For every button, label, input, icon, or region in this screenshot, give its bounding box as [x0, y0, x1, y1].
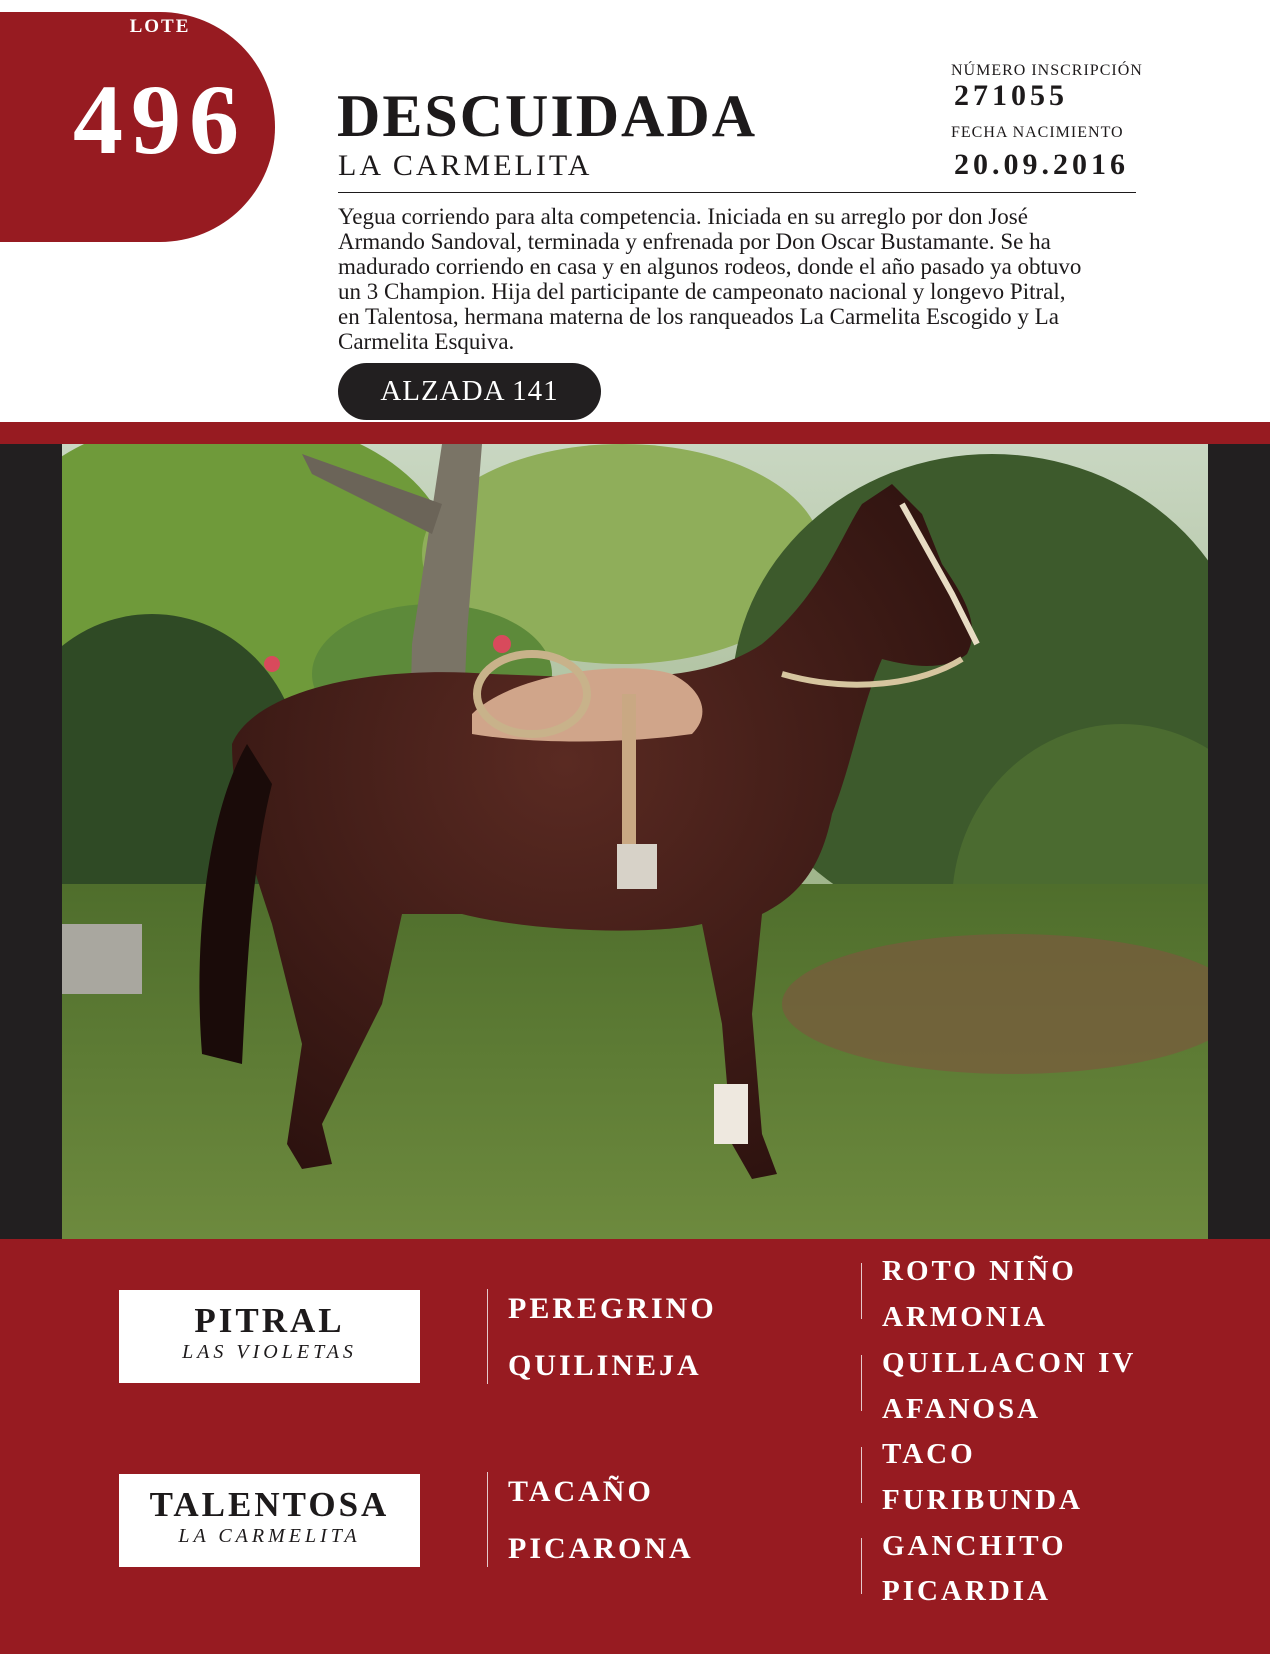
- grandparent-name: PEREGRINO: [508, 1292, 717, 1325]
- description-line: un 3 Champion. Hija del participante de campeonato nacional y longevo Pitral,: [338, 279, 1066, 304]
- pedigree-divider: [861, 1538, 862, 1594]
- horse-photo-illustration: [62, 444, 1208, 1239]
- header-divider: [338, 192, 1136, 193]
- sire-box: [119, 1290, 420, 1383]
- horse-breeder: LA CARMELITA: [338, 149, 593, 182]
- pedigree-divider: [861, 1263, 862, 1319]
- pedigree-divider: [861, 1355, 862, 1411]
- great-grandparent-name: ARMONIA: [882, 1301, 1048, 1333]
- great-grandparent-name: QUILLACON IV: [882, 1347, 1137, 1379]
- lot-number: 496: [73, 64, 247, 175]
- great-grandparent-name: FURIBUNDA: [882, 1484, 1083, 1516]
- description-line: madurado corriendo en casa y en algunos rodeos, donde el año pasado ya obtuvo: [338, 254, 1082, 279]
- horse-name: DESCUIDADA: [337, 83, 758, 149]
- dam-name: TALENTOSA: [149, 1485, 390, 1524]
- description-line: en Talentosa, hermana materna de los ranqueados La Carmelita Escogido y La: [338, 304, 1059, 329]
- description-line: Carmelita Esquiva.: [338, 329, 515, 354]
- pedigree-divider: [487, 1472, 488, 1567]
- grandparent-name: PICARONA: [508, 1532, 694, 1565]
- grandparent-name: TACAÑO: [508, 1475, 654, 1508]
- registration-number: 271055: [954, 79, 1068, 112]
- birth-date-label: FECHA NACIMIENTO: [951, 124, 1124, 141]
- great-grandparent-name: PICARDIA: [882, 1575, 1051, 1607]
- description-line: Armando Sandoval, terminada y enfrenada por Don Oscar Bustamante. Se ha: [338, 229, 1051, 254]
- lot-label: LOTE: [129, 16, 191, 37]
- description-line: Yegua corriendo para alta competencia. Iniciada en su arreglo por don José: [338, 204, 1028, 229]
- birth-date: 20.09.2016: [954, 148, 1129, 181]
- horse-photo: [62, 444, 1208, 1239]
- great-grandparent-name: TACO: [882, 1438, 976, 1470]
- registration-label: NÚMERO INSCRIPCIÓN: [951, 62, 1143, 79]
- dam-box: [119, 1474, 420, 1567]
- pedigree-divider: [861, 1447, 862, 1503]
- great-grandparent-name: GANCHITO: [882, 1530, 1067, 1562]
- great-grandparent-name: ROTO NIÑO: [882, 1255, 1077, 1287]
- great-grandparent-name: AFANOSA: [882, 1393, 1042, 1425]
- dam-origin: LA CARMELITA: [178, 1525, 361, 1547]
- pedigree-divider: [487, 1289, 488, 1384]
- sire-name: PITRAL: [194, 1301, 345, 1340]
- height-badge: ALZADA 141: [338, 363, 601, 420]
- horse-description: [338, 204, 1176, 354]
- grandparent-name: QUILINEJA: [508, 1349, 702, 1382]
- sire-origin: LAS VIOLETAS: [182, 1341, 357, 1363]
- pedigree-section: [0, 1239, 1270, 1654]
- red-divider-stripe: [0, 422, 1270, 444]
